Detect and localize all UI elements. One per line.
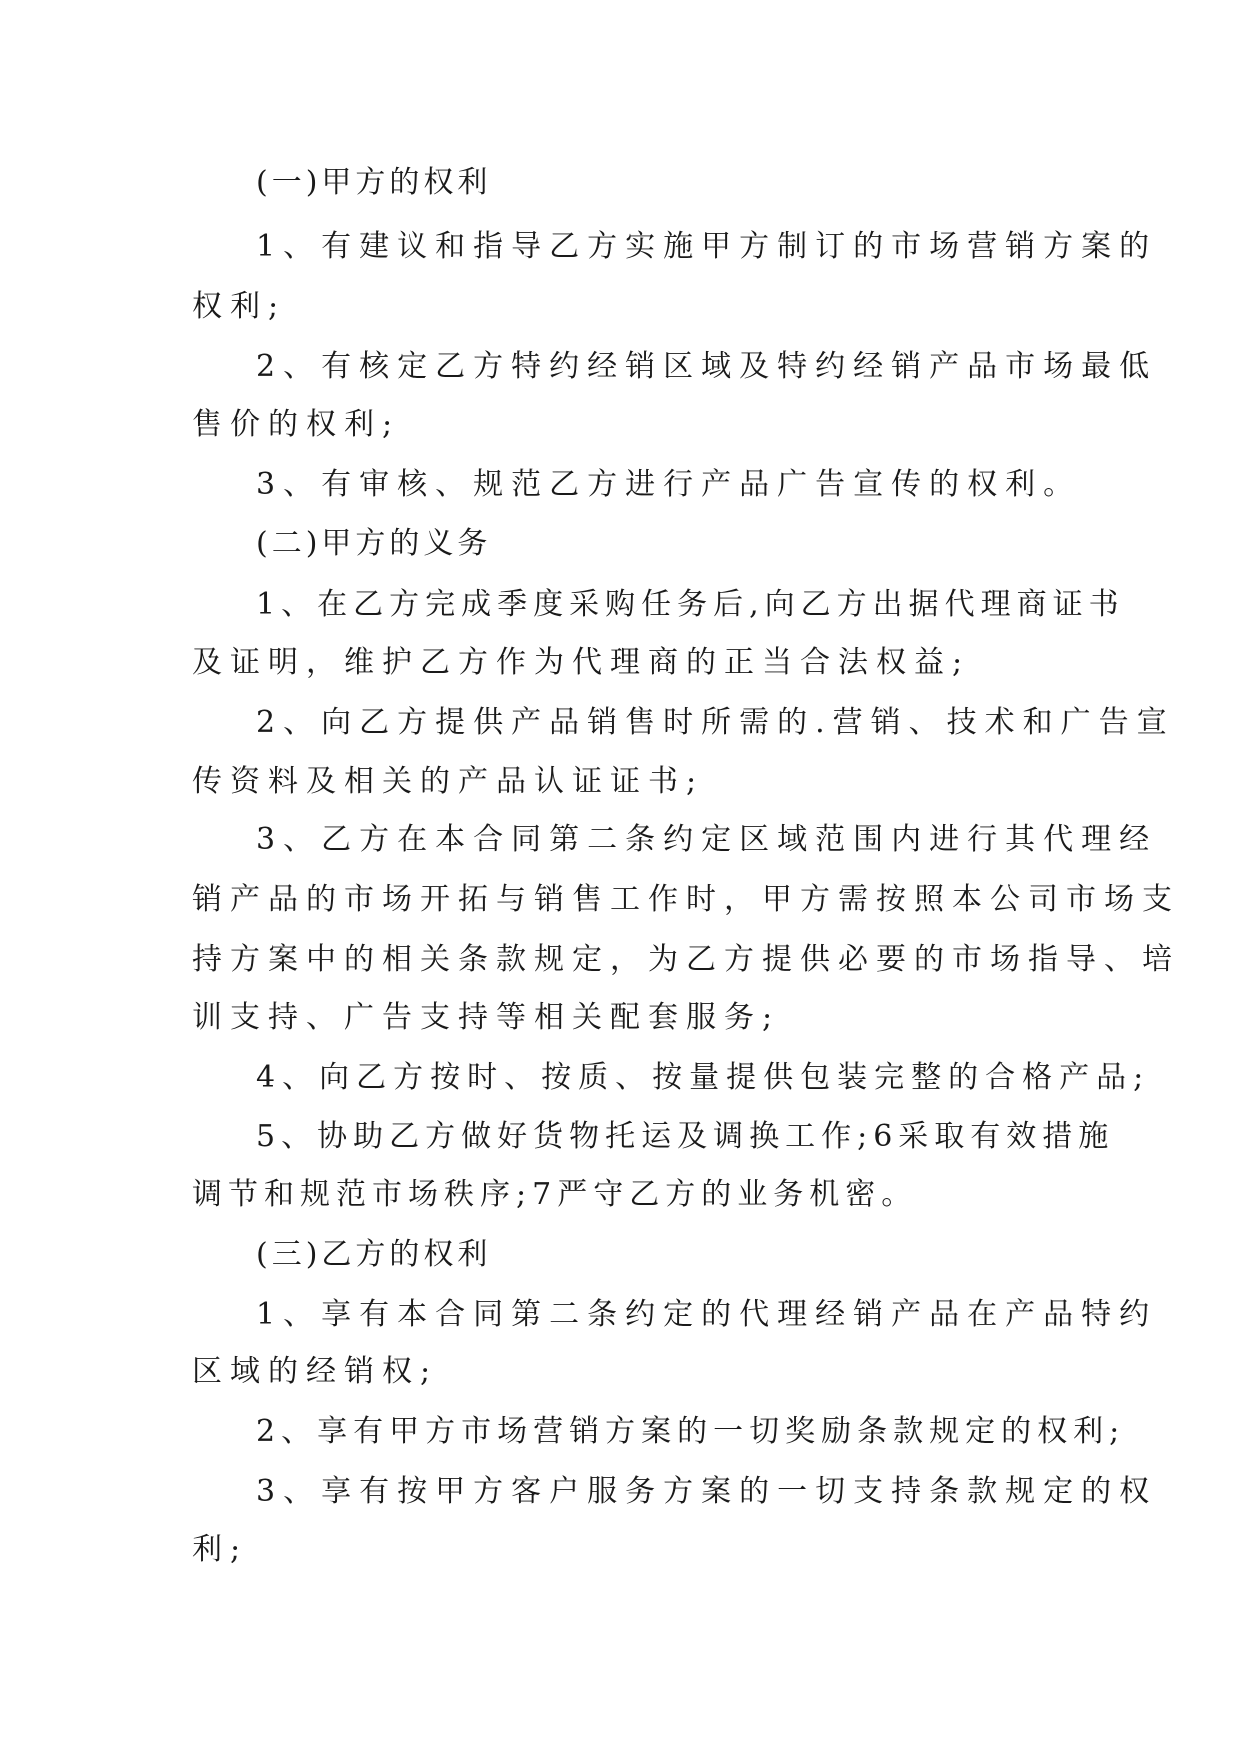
paragraph-line: 2、向乙方提供产品销售时所需的.营销、技术和广告宣 (256, 705, 1175, 740)
paragraph-line: 权利; (192, 289, 287, 324)
paragraph-line: 传资料及相关的产品认证证书; (192, 764, 705, 799)
paragraph-line: 售价的权利; (192, 407, 401, 442)
paragraph-line: 持方案中的相关条款规定，为乙方提供必要的市场指导、培 (192, 942, 1180, 977)
paragraph-line: 5、协助乙方做好货物托运及调换工作;6采取有效措施 (256, 1119, 1115, 1154)
paragraph-line: 利; (192, 1532, 249, 1567)
paragraph-line: 1、在乙方完成季度采购任务后,向乙方出据代理商证书 (256, 587, 1125, 622)
paragraph-line: 销产品的市场开拓与销售工作时，甲方需按照本公司市场支 (192, 882, 1180, 917)
paragraph-line: 区域的经销权; (192, 1354, 439, 1389)
paragraph-line: 2、享有甲方市场营销方案的一切奖励条款规定的权利; (256, 1414, 1126, 1449)
paragraph-line: 调节和规范市场秩序;7严守乙方的业务机密。 (192, 1177, 918, 1212)
paragraph-line: 及证明，维护乙方作为代理商的正当合法权益; (192, 645, 971, 680)
section-heading: (三)乙方的权利 (256, 1237, 492, 1272)
paragraph-line: 训支持、广告支持等相关配套服务; (192, 1000, 781, 1035)
paragraph-line: 1、享有本合同第二条约定的代理经销产品在产品特约 (256, 1297, 1158, 1332)
section-heading: (一)甲方的权利 (256, 165, 492, 200)
paragraph-line: 3、有审核、规范乙方进行产品广告宣传的权利。 (256, 467, 1082, 502)
paragraph-line: 3、享有按甲方客户服务方案的一切支持条款规定的权 (256, 1474, 1158, 1509)
section-heading: (二)甲方的义务 (256, 526, 492, 561)
paragraph-line: 1、有建议和指导乙方实施甲方制订的市场营销方案的 (256, 229, 1158, 264)
paragraph-line: 2、有核定乙方特约经销区域及特约经销产品市场最低 (256, 349, 1158, 384)
paragraph-line: 4、向乙方按时、按质、按量提供包装完整的合格产品; (256, 1060, 1151, 1095)
paragraph-line: 3、乙方在本合同第二条约定区域范围内进行其代理经 (256, 822, 1158, 857)
